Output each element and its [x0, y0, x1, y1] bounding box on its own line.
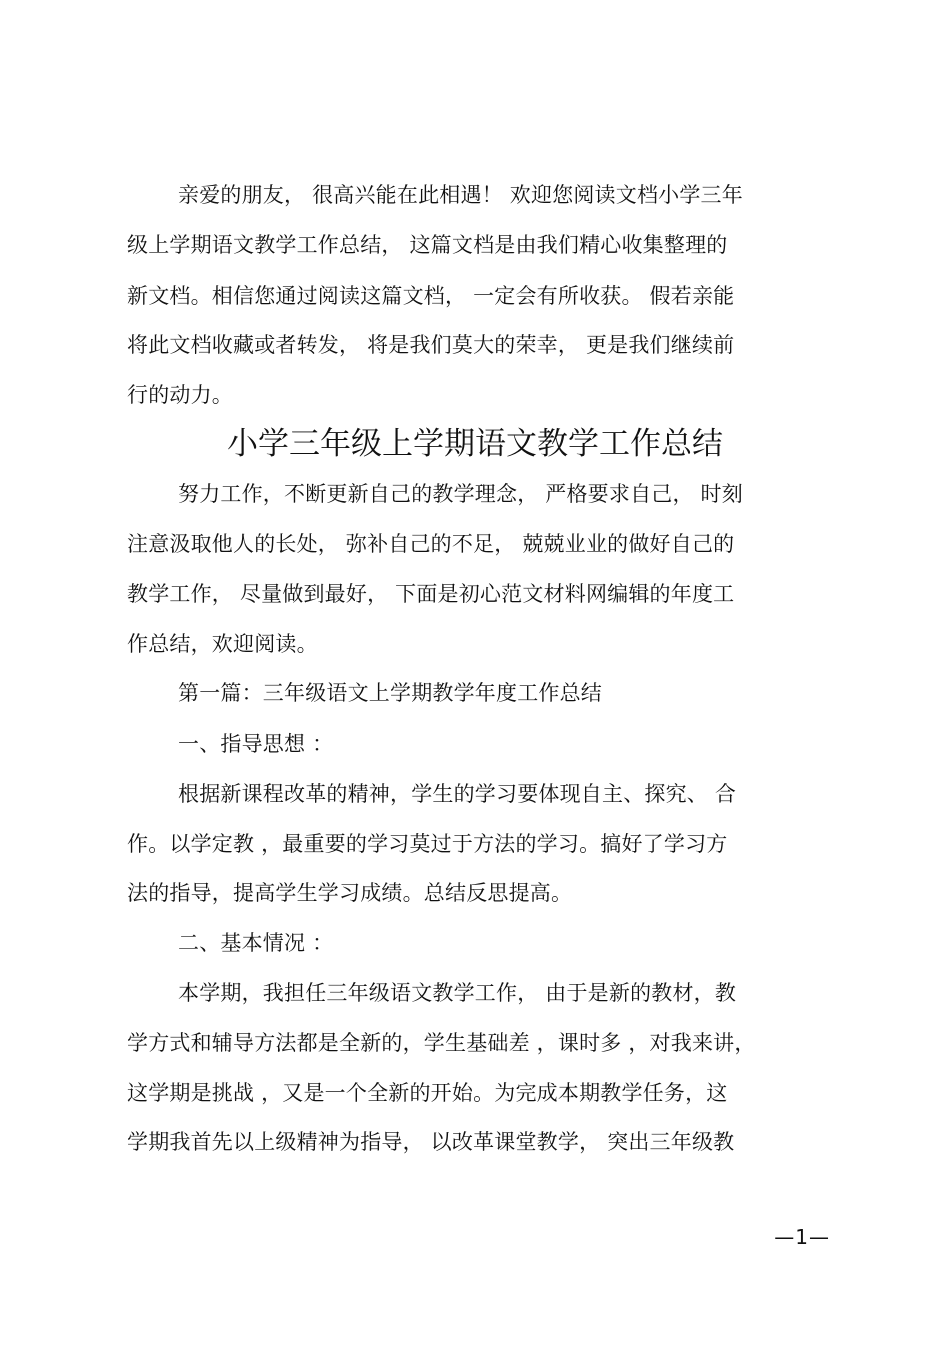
subheading-guiding-thought: 一、指导思想 ：: [178, 732, 334, 756]
section-heading-1: 第一篇：三年级语文上学期教学年度工作总结: [178, 681, 602, 705]
body-line-2: 注意汲取他人的长处， 弥补自己的不足， 兢兢业业的做好自己的: [127, 532, 735, 556]
intro-line-1: 亲爱的朋友， 很高兴能在此相遇！ 欢迎您阅读文档小学三年: [178, 183, 743, 207]
body-line-3: 教学工作， 尽量做到最好， 下面是初心范文材料网编辑的年度工: [127, 582, 735, 606]
intro-line-3: 新文档。相信您通过阅读这篇文档， 一定会有所收获。 假若亲能: [127, 284, 735, 308]
body-line-13: 这学期是挑战 ，又是一个全新的开始。为完成本期教学任务，这: [127, 1081, 728, 1105]
body-line-1: 努力工作，不断更新自己的教学理念， 严格要求自己， 时刻: [178, 482, 743, 506]
subheading-basic-situation: 二、基本情况 ：: [178, 931, 334, 955]
intro-line-2: 级上学期语文教学工作总结， 这篇文档是由我们精心收集整理的: [127, 233, 728, 257]
body-line-7: 根据新课程改革的精神，学生的学习要体现自主、探究、 合: [178, 782, 737, 806]
body-line-11: 本学期，我担任三年级语文教学工作， 由于是新的教材，教: [178, 981, 737, 1005]
document-title: 小学三年级上学期语文教学工作总结: [227, 426, 723, 462]
body-line-14: 学期我首先以上级精神为指导， 以改革课堂教学， 突出三年级教: [127, 1130, 735, 1154]
page-number: —1—: [774, 1225, 830, 1249]
body-line-4: 作总结，欢迎阅读。: [127, 632, 318, 656]
intro-line-5: 行的动力。: [127, 383, 233, 407]
intro-line-4: 将此文档收藏或者转发， 将是我们莫大的荣幸， 更是我们继续前: [127, 333, 735, 357]
body-line-8: 作。以学定教 ，最重要的学习莫过于方法的学习。搞好了学习方: [127, 832, 728, 856]
body-line-9: 法的指导，提高学生学习成绩。总结反思提高。: [127, 881, 573, 905]
body-line-12: 学方式和辅导方法都是全新的，学生基础差 ，课时多 ，对我来讲，: [127, 1031, 756, 1055]
